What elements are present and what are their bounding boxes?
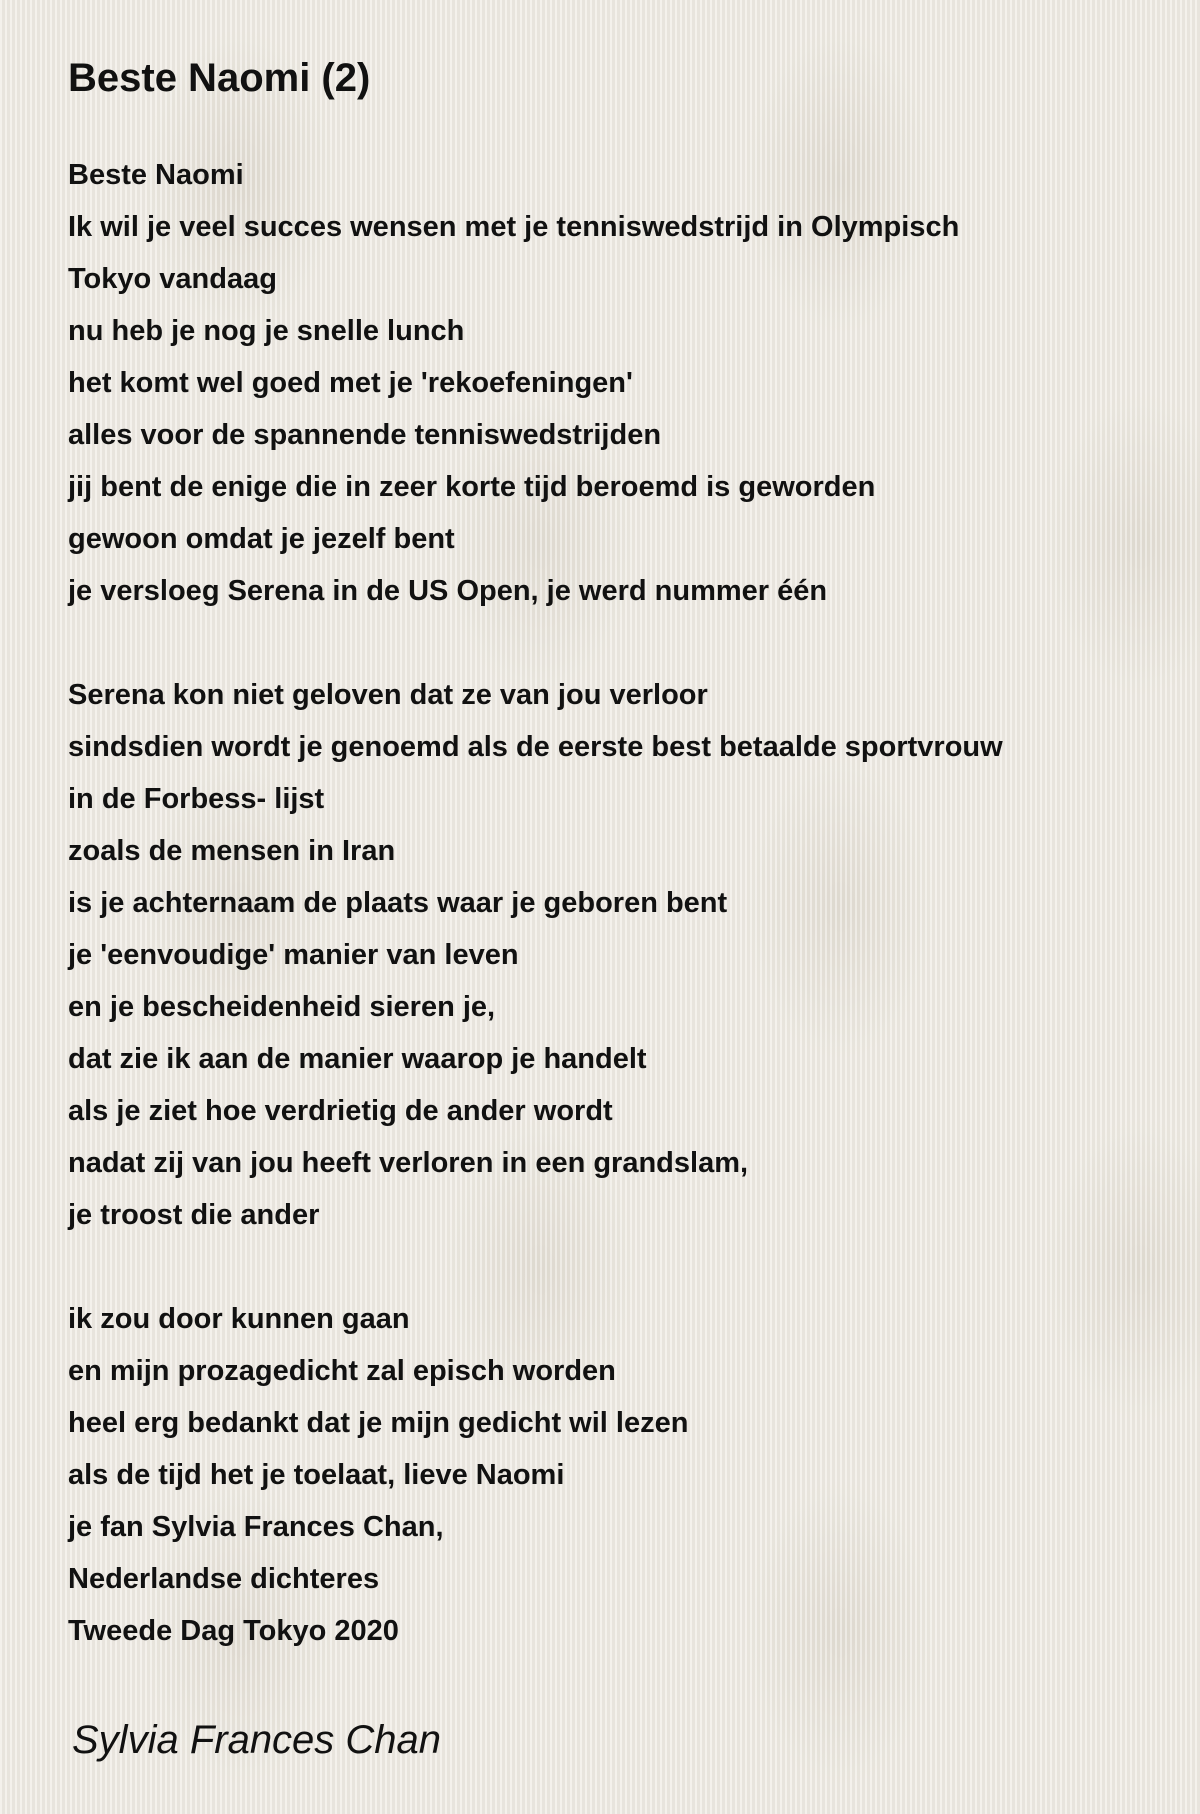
poem-line: Tweede Dag Tokyo 2020 <box>68 1615 399 1647</box>
poem-line: Ik wil je veel succes wensen met je tenniswedstrijd in Olympisch <box>68 211 960 243</box>
poem-line: Tokyo vandaag <box>68 263 277 295</box>
poem-body <box>68 149 1003 1657</box>
poem-line: alles voor de spannende tenniswedstrijden <box>68 419 662 451</box>
poem-line: gewoon omdat je jezelf bent <box>68 523 455 555</box>
poem-line: sindsdien wordt je genoemd als de eerste best betaalde sportvrouw <box>68 731 1003 763</box>
poem-line: je versloeg Serena in de US Open, je werd nummer één <box>68 575 828 607</box>
poem-line: en je bescheidenheid sieren je, <box>68 991 496 1023</box>
poem-line: jij bent de enige die in zeer korte tijd beroemd is geworden <box>68 471 876 503</box>
poem-line: in de Forbess- lijst <box>68 783 325 815</box>
poem-line: je troost die ander <box>68 1199 320 1231</box>
poem-line: Beste Naomi <box>68 159 244 191</box>
poem-line: Nederlandse dichteres <box>68 1563 380 1595</box>
poem-line: is je achternaam de plaats waar je geboren bent <box>68 887 728 919</box>
stanza-break <box>68 1241 1003 1293</box>
poem-title: Beste Naomi (2) <box>68 56 371 100</box>
poem-line: nadat zij van jou heeft verloren in een grandslam, <box>68 1147 749 1179</box>
poem-line: zoals de mensen in Iran <box>68 835 396 867</box>
stanza-break <box>68 617 1003 669</box>
poem-line: als de tijd het je toelaat, lieve Naomi <box>68 1459 565 1491</box>
poem-line: en mijn prozagedicht zal episch worden <box>68 1355 616 1387</box>
poem-line: dat zie ik aan de manier waarop je handelt <box>68 1043 647 1075</box>
poem-line: je fan Sylvia Frances Chan, <box>68 1511 444 1543</box>
poem-line: ik zou door kunnen gaan <box>68 1303 410 1335</box>
poem-line: heel erg bedankt dat je mijn gedicht wil lezen <box>68 1407 689 1439</box>
poem-line: het komt wel goed met je 'rekoefeningen' <box>68 367 633 399</box>
poem-line: je 'eenvoudige' manier van leven <box>68 939 519 971</box>
poem-line: nu heb je nog je snelle lunch <box>68 315 465 347</box>
poem-author: Sylvia Frances Chan <box>72 1718 442 1762</box>
poem-line: als je ziet hoe verdrietig de ander wordt <box>68 1095 613 1127</box>
poem-line: Serena kon niet geloven dat ze van jou verloor <box>68 679 708 711</box>
